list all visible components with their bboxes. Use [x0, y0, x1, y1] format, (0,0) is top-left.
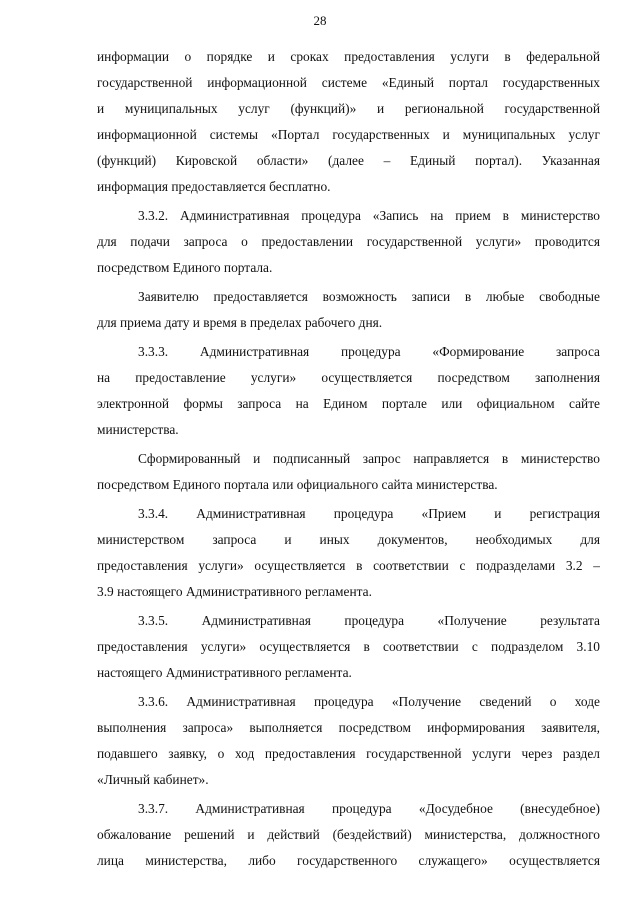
- text-line: на предоставление услуги» осуществляется посредством заполнения: [97, 370, 600, 385]
- text-line: для приема дату и время в пределах рабочего дня.: [97, 315, 383, 330]
- paragraph-first-line: 3.3.3. Административная процедура «Формирование запроса: [138, 344, 600, 359]
- text-line: министерством запроса и иных документов, необходимых для: [97, 532, 600, 547]
- text-line: выполнения запроса» выполняется посредством информирования заявителя,: [97, 720, 600, 735]
- text-line: лица министерства, либо государственного служащего» осуществляется: [97, 853, 600, 868]
- text-line: настоящего Административного регламента.: [97, 665, 352, 680]
- text-line: (функций) Кировской области» (далее – Единый портал). Указанная: [97, 153, 600, 168]
- text-line: для подачи запроса о предоставлении государственной услуги» проводится: [97, 234, 600, 249]
- text-line: предоставления услуги» осуществляется в соответствии с подразделами 3.2 –: [97, 558, 600, 573]
- text-line: предоставления услуги» осуществляется в соответствии с подразделом 3.10: [97, 639, 600, 654]
- text-line: информационной системы «Портал государственных и муниципальных услуг: [97, 127, 600, 142]
- text-line: информации о порядке и сроках предоставления услуги в федеральной: [97, 49, 600, 64]
- page-number: 28: [313, 13, 327, 28]
- text-line: информация предоставляется бесплатно.: [97, 179, 331, 194]
- text-line: посредством Единого портала.: [97, 260, 273, 275]
- text-line: 3.9 настоящего Административного регламента.: [97, 584, 372, 599]
- paragraph-first-line: 3.3.2. Административная процедура «Запись на прием в министерство: [138, 208, 600, 223]
- paragraph-first-line: Заявителю предоставляется возможность записи в любые свободные: [138, 289, 600, 304]
- text-line: обжалование решений и действий (бездействий) министерства, должностного: [97, 827, 600, 842]
- text-line: министерства.: [97, 422, 179, 437]
- text-line: посредством Единого портала или официального сайта министерства.: [97, 477, 498, 492]
- text-line: электронной формы запроса на Едином портале или официальном сайте: [97, 396, 600, 411]
- document-body: [97, 44, 600, 874]
- paragraph-first-line: 3.3.7. Административная процедура «Досудебное (внесудебное): [138, 801, 600, 816]
- paragraph-first-line: 3.3.5. Административная процедура «Получение результата: [138, 613, 600, 628]
- paragraph-first-line: Сформированный и подписанный запрос направляется в министерство: [138, 451, 600, 466]
- text-line: государственной информационной системе «Единый портал государственных: [97, 75, 600, 90]
- paragraph-first-line: 3.3.6. Административная процедура «Получение сведений о ходе: [138, 694, 600, 709]
- text-line: подавшего заявку, о ход предоставления государственной услуги через раздел: [97, 746, 600, 761]
- text-line: и муниципальных услуг (функций)» и региональной государственной: [97, 101, 600, 116]
- text-line: «Личный кабинет».: [97, 772, 209, 787]
- paragraph-first-line: 3.3.4. Административная процедура «Прием и регистрация: [138, 506, 600, 521]
